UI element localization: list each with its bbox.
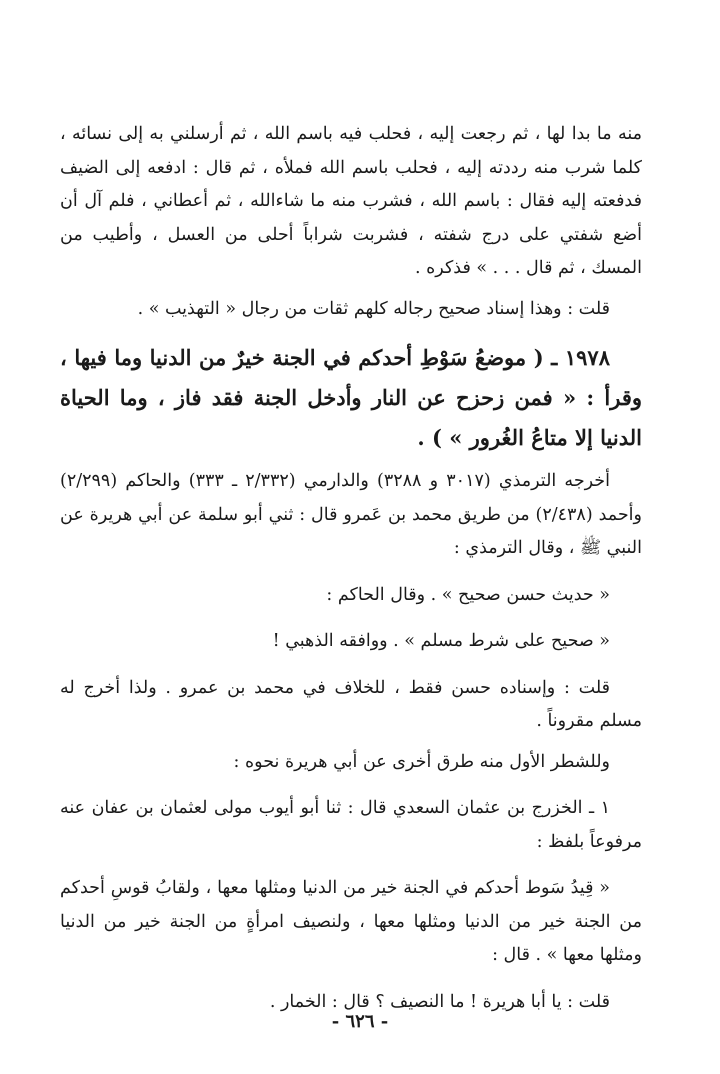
paragraph-isnad-hasan: قلت : وإسناده حسن فقط ، للخلاف في محمد بن عمرو . ولذا أخرج له مسلم مقروناً . [60,677,642,731]
hadith-heading-1978: ١٩٧٨ ـ ( موضعُ سَوْطِ أحدكم في الجنة خيرٌ من الدنيا وما فيها ، وقرأ : « فمن زحزح عن النار وأدخل الجنة فقد فاز ، وما الحياة الدنيا إلا متاعُ الغُرور » ) . [60,345,642,450]
page-number: - ٦٢٦ - [331,1011,389,1032]
page-body [60,118,642,1019]
paragraph-takhrij: أخرجه الترمذي (٣٠١٧ و ٣٢٨٨) والدارمي (٢/٣٣٢ ـ ٣٣٣) والحاكم (٢/٢٩٩) وأحمد (٢/٤٣٨) من طريق محمد بن عَمرو قال : ثني أبو سلمة عن أبي هريرة عن النبي ﷺ ، وقال الترمذي : [60,471,642,558]
paragraph-tirmidhi-quote: « حديث حسن صحيح » . وقال الحاكم : [326,584,610,605]
paragraph-hakim-quote: « صحيح على شرط مسلم » . ووافقه الذهبي ! [272,631,610,651]
paragraph-other-routes: وللشطر الأول منه طرق أخرى عن أبي هريرة نحوه : [233,751,610,772]
paragraph-route-1: ١ ـ الخزرج بن عثمان السعدي قال : ثنا أبو أيوب مولى لعثمان بن عفان عنه مرفوعاً بلفظ : [60,798,642,852]
paragraph-hadith-continuation: منه ما بدا لها ، ثم رجعت إليه ، فحلب فيه باسم الله ، ثم أرسلني به إلى نسائه ، كلما شرب منه رددته إليه ، فحلب باسم الله فملأه ، ثم قال : ادفعه إلى الضيف فدفعته إليه فقال : باسم الله ، فشرب منه ما شاءالله ، ثم أعطاني ، فلم آل أن أضع شفتي على درج شفته ، فشربت شراباً أحلى من العسل ، وأطيب من المسك ، ثم قال . . . » فذكره . [60,124,642,278]
paragraph-nasif-question: قلت : يا أبا هريرة ! ما النصيف ؟ قال : الخمار . [269,991,610,1012]
paragraph-isnad-comment: قلت : وهذا إسناد صحيح رجاله كلهم ثقات من رجال « التهذيب » . [137,298,610,319]
paragraph-route-1-text: « قِيدُ سَوط أحدكم في الجنة خير من الدنيا ومثلها معها ، ولقابُ قوسِ أحدكم من الجنة خير من الدنيا ومثلها معها ، ولنصيف امرأةٍ من الجنة خير من الدنيا ومثلها معها » . قال : [60,878,642,965]
